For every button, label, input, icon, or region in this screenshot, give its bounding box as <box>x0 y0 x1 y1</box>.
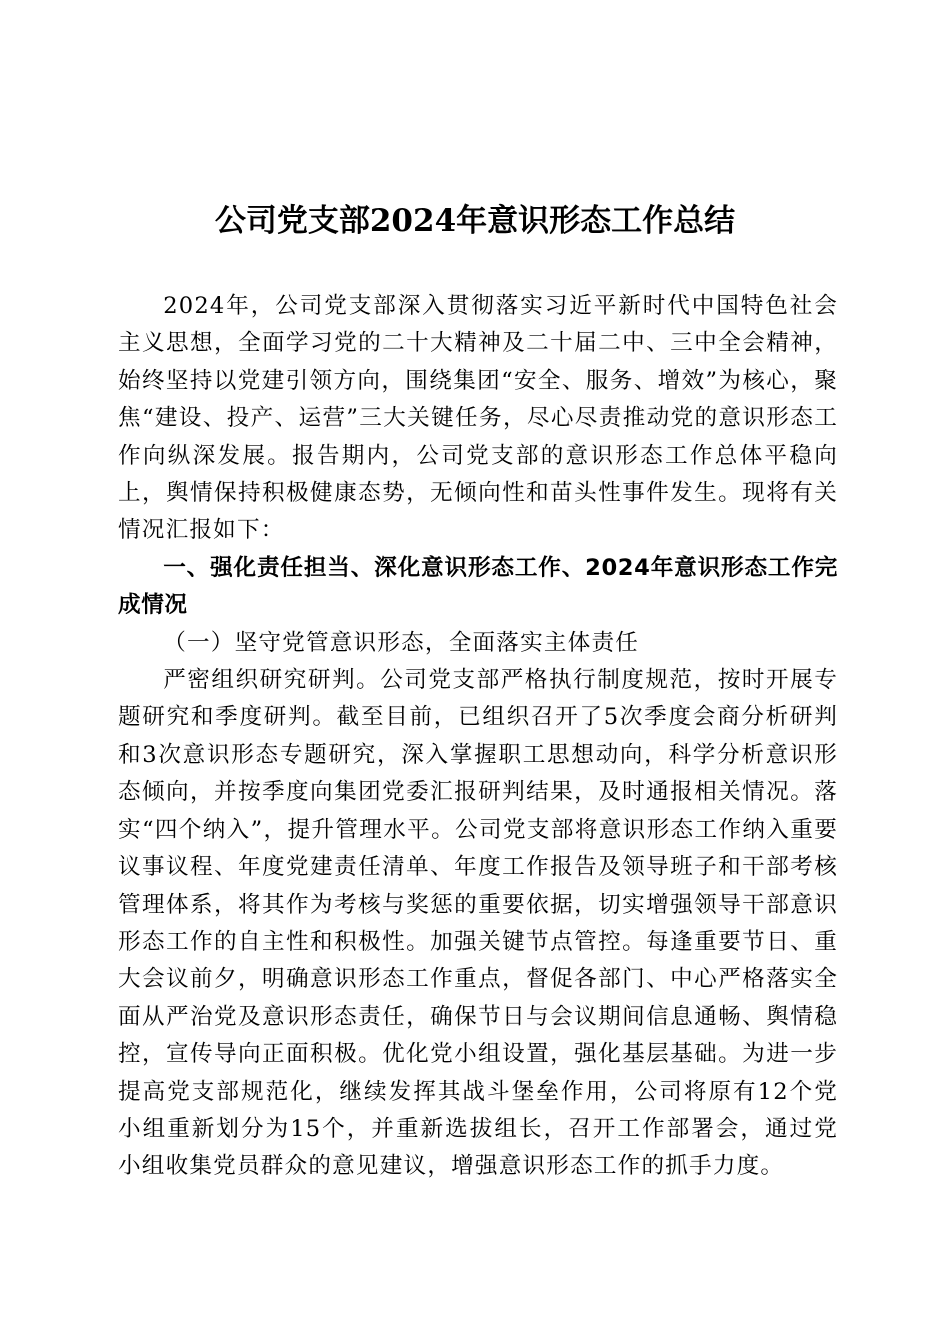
section-heading-1: 一、强化责任担当、深化意识形态工作、2024年意识形态工作完成情况 <box>118 554 838 619</box>
body-paragraph: 严密组织研究研判。公司党支部严格执行制度规范，按时开展专题研究和季度研判。截至目前，已组织召开了5次季度会商分析研判和3次意识形态专题研究，深入掌握职工思想动向，科学分析意识形态倾向，并按季度向集团党委汇报研判结果，及时通报相关情况。落实“四个纳入”，提升管理水平。公司党支部将意识形态工作纳入重要议事议程、年度党建责任清单、年度工作报告及领导班子和干部考核管理体系，将其作为考核与奖惩的重要依据，切实增强领导干部意识形态工作的自主性和积极性。加强关键节点管控。每逢重要节日、重大会议前夕，明确意识形态工作重点，督促各部门、中心严格落实全面从严治党及意识形态责任，确保节日与会议期间信息通畅、舆情稳控，宣传导向正面积极。优化党小组设置，强化基层基础。为进一步提高党支部规范化，继续发挥其战斗堡垒作用，公司将原有12个党小组重新划分为15个，并重新选拔组长，召开工作部署会，通过党小组收集党员群众的意见建议，增强意识形态工作的抓手力度。 <box>118 667 838 1180</box>
document-title: 公司党支部2024年意识形态工作总结 <box>214 203 736 239</box>
subsection-heading-1: （一）坚守党管意识形态，全面落实主体责任 <box>163 629 640 656</box>
intro-paragraph: 2024年，公司党支部深入贯彻落实习近平新时代中国特色社会主义思想，全面学习党的二十大精神及二十届二中、三中全会精神，始终坚持以党建引领方向，围绕集团“安全、服务、增效”为核心，聚焦“建设、投产、运营”三大关键任务，尽心尽责推动党的意识形态工作向纵深发展。报告期内，公司党支部的意识形态工作总体平稳向上，舆情保持积极健康态势，无倾向性和苗头性事件发生。现将有关情况汇报如下： <box>118 293 838 544</box>
document-body <box>118 288 838 1186</box>
